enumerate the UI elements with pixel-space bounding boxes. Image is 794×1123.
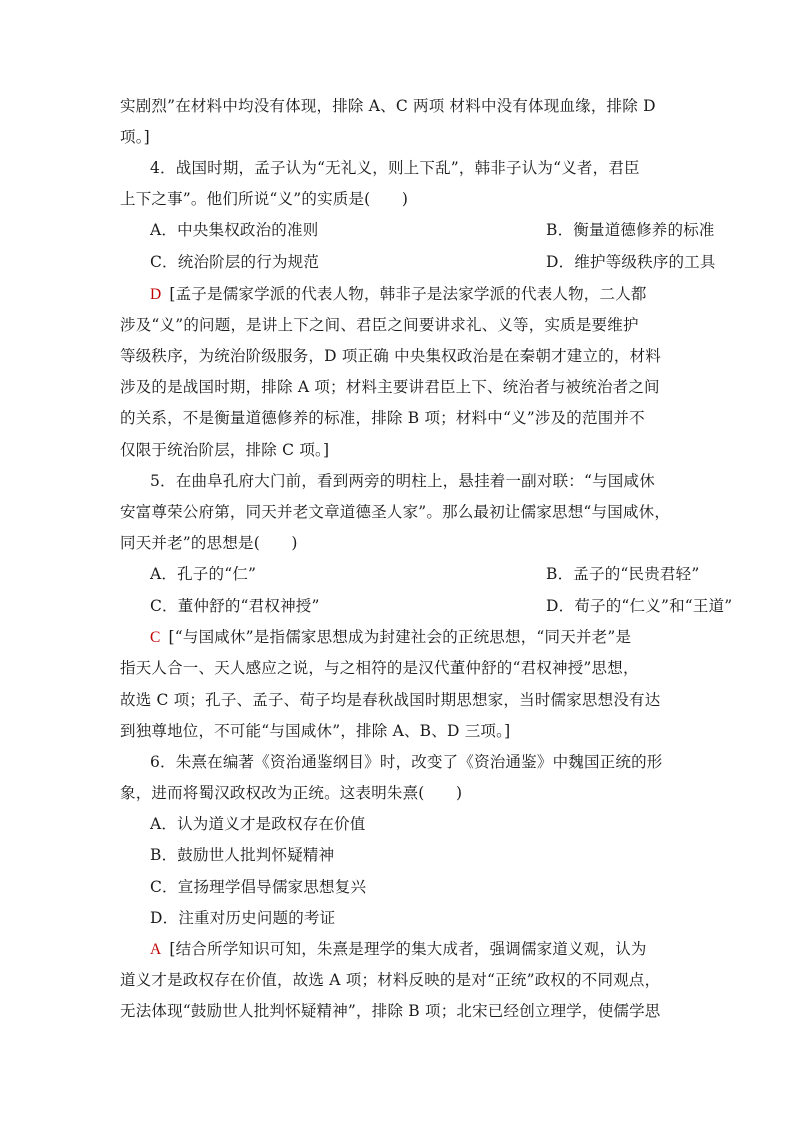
option-d: D．荀子的“仁义”和“王道” bbox=[546, 597, 733, 615]
question-5-stem: 同天并老”的思想是( ) bbox=[120, 534, 298, 552]
explanation-line: 指天人合一、天人感应之说，与之相符的是汉代董仲舒的“君权神授”思想， bbox=[120, 659, 639, 677]
explanation-text: [“与国咸休”是指儒家思想成为封建社会的正统思想，“同天并老”是 bbox=[168, 628, 632, 646]
option-c: C．统治阶层的行为规范 bbox=[150, 253, 320, 271]
question-5-stem: 5．在曲阜孔府大门前，看到两旁的明柱上，悬挂着一副对联：“与国咸休 bbox=[150, 472, 655, 490]
explanation-line: 项。] bbox=[120, 128, 150, 146]
question-5-stem: 安富尊荣公府第，同天并老文章道德圣人家”。那么最初让儒家思想“与国咸休， bbox=[120, 503, 671, 521]
answer-letter: C bbox=[150, 629, 161, 646]
explanation-line: 涉及“义”的问题，是讲上下之间、君臣之间要讲求礼、义等，实质是要维护 bbox=[120, 316, 639, 334]
explanation-text: [结合所学知识可知，朱熹是理学的集大成者，强调儒家道义观，认为 bbox=[169, 940, 647, 958]
explanation-line: 道义才是政权存在价值，故选 A 项；材料反映的是对“正统”政权的不同观点， bbox=[120, 971, 661, 989]
option-a: A．认为道义才是政权存在价值 bbox=[150, 815, 366, 833]
option-b: B．鼓励世人批判怀疑精神 bbox=[150, 846, 335, 864]
option-d: D．注重对历史问题的考证 bbox=[150, 909, 336, 927]
answer-letter: D bbox=[150, 286, 162, 303]
explanation-line: 等级秩序，为统治阶级服务，D 项正确 中央集权政治是在秦朝才建立的，材料 bbox=[120, 347, 661, 365]
answer-letter: A bbox=[150, 941, 162, 958]
option-b: B．孟子的“民贵君轻” bbox=[546, 565, 700, 583]
explanation-line: 故选 C 项；孔子、孟子、荀子均是春秋战国时期思想家，当时儒家思想没有达 bbox=[120, 691, 661, 709]
question-4-stem: 4．战国时期，孟子认为“无礼义，则上下乱”，韩非子认为“义者，君臣 bbox=[150, 159, 640, 177]
question-5-explanation bbox=[150, 627, 631, 648]
question-5-options-row bbox=[150, 564, 710, 584]
explanation-line: 实剧烈”在材料中均没有体现，排除 A、C 两项 材料中没有体现血缘，排除 D bbox=[120, 97, 656, 115]
question-4-options-row bbox=[150, 220, 715, 240]
question-6-stem: 象，进而将蜀汉政权改为正统。这表明朱熹( ) bbox=[120, 784, 463, 802]
option-a: A．孔子的“仁” bbox=[150, 565, 257, 583]
option-c: C．董仲舒的“君权神授” bbox=[150, 597, 320, 615]
question-6-explanation bbox=[150, 939, 647, 960]
option-d: D．维护等级秩序的工具 bbox=[546, 253, 716, 271]
question-6-stem: 6．朱熹在编著《资治通鉴纲目》时，改变了《资治通鉴》中魏国正统的形 bbox=[150, 753, 663, 771]
question-4-stem: 上下之事”。他们所说“义”的实质是( ) bbox=[120, 190, 409, 208]
explanation-line: 无法体现“鼓励世人批判怀疑精神”，排除 B 项；北宋已经创立理学，使儒学思 bbox=[120, 1002, 661, 1020]
option-c: C．宣扬理学倡导儒家思想复兴 bbox=[150, 878, 367, 896]
explanation-line: 的关系，不是衡量道德修养的标准，排除 B 项；材料中“义”涉及的范围并不 bbox=[120, 409, 645, 427]
question-4-explanation bbox=[150, 284, 647, 305]
explanation-text: [孟子是儒家学派的代表人物，韩非子是法家学派的代表人物，二人都 bbox=[169, 285, 647, 303]
question-4-options-row bbox=[150, 252, 716, 272]
option-a: A．中央集权政治的准则 bbox=[150, 221, 319, 239]
explanation-line: 到独尊地位，不可能“与国咸休”，排除 A、B、D 三项。] bbox=[120, 722, 511, 740]
explanation-line: 仅限于统治阶层，排除 C 项。] bbox=[120, 441, 330, 459]
question-5-options-row bbox=[150, 596, 733, 616]
option-b: B．衡量道德修养的标准 bbox=[546, 221, 715, 239]
explanation-line: 涉及的是战国时期，排除 A 项；材料主要讲君臣上下、统治者与被统治者之间 bbox=[120, 378, 660, 396]
